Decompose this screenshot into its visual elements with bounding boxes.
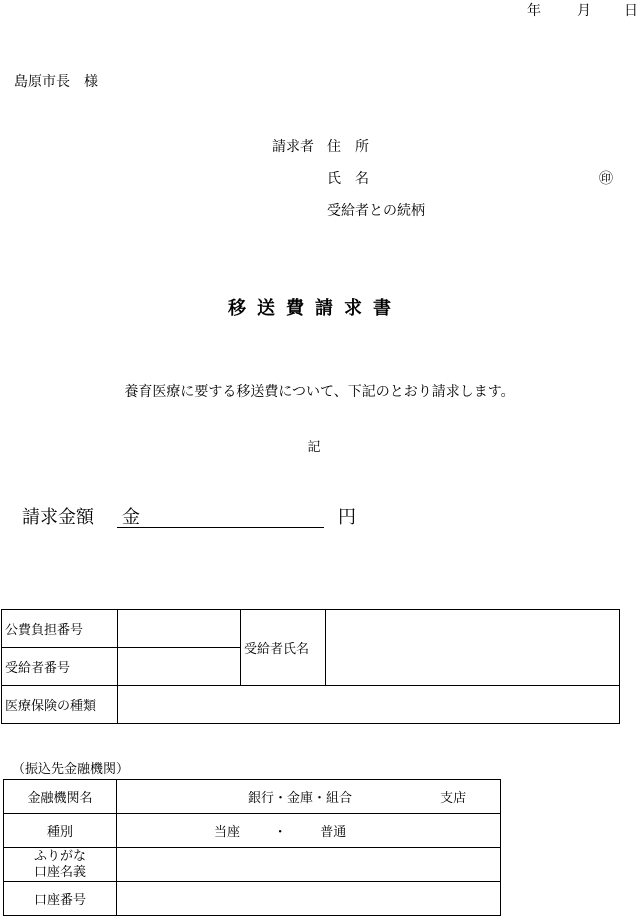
recipient-number-field[interactable] [118,648,241,686]
date-month-label: 月 [577,3,591,19]
furigana-label: ふりがな [33,848,86,864]
address-label: 住 所 [327,139,369,155]
amount-prefix: 金 [122,507,140,528]
institution-types: 銀行・金庫・組合 [247,791,352,806]
account-type-label: 種別 [4,814,117,848]
public-burden-number-field[interactable] [118,610,241,648]
account-number-field[interactable] [117,882,501,916]
recipient-name-label: 受給者氏名 [241,610,326,686]
institution-label: 金融機関名 [4,780,117,814]
account-name-field[interactable] [117,848,501,882]
date-day-label: 日 [624,3,638,19]
document-title: 移送費請求書 [228,298,402,319]
type-ordinary-option[interactable]: 普通 [320,825,347,840]
request-statement: 養育医療に要する移送費について、下記のとおり請求します。 [124,384,515,400]
recipient-table [1,609,620,724]
institution-field[interactable] [117,780,501,814]
requester-label: 請求者 [272,139,314,155]
amount-label: 請求金額 [22,507,94,528]
bank-caption: （振込先金融機関） [12,762,130,777]
name-label: 氏 名 [327,171,369,187]
recipient-name-field[interactable] [326,610,620,686]
addressee: 島原市長 様 [14,74,98,90]
account-name-label: 口座名義 [33,864,86,880]
date-year-label: 年 [527,3,541,19]
seal-mark: ㊞ [599,171,613,187]
bank-table [3,779,501,916]
recipient-number-label: 受給者番号 [2,648,118,686]
amount-field[interactable] [117,527,324,528]
ki-heading: 記 [307,440,321,455]
branch-label: 支店 [440,791,467,806]
amount-unit: 円 [338,507,356,528]
account-type-field[interactable] [117,814,501,848]
account-name-label-cell [4,848,117,882]
relation-label: 受給者との続柄 [327,203,425,219]
insurance-type-label: 医療保険の種類 [2,686,118,724]
type-separator: ・ [273,825,287,840]
insurance-type-field[interactable] [118,686,620,724]
type-current-option[interactable]: 当座 [213,825,240,840]
account-number-label: 口座番号 [4,882,117,916]
public-burden-number-label: 公費負担番号 [2,610,118,648]
